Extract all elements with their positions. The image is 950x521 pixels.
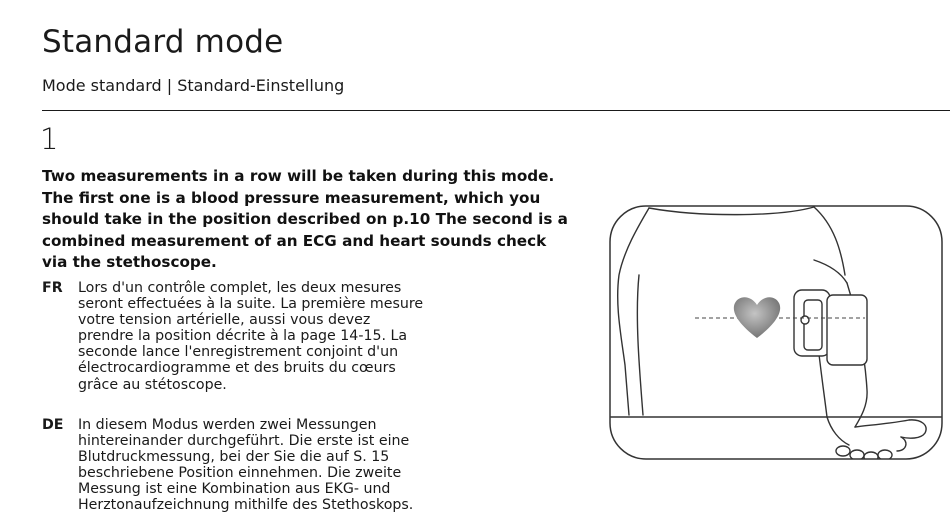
fr-line: seconde lance l'enregistrement conjoint d'un [78,344,399,361]
german-paragraph [42,417,512,514]
de-line: hintereinander durchgeführt. Die erste ist eine [78,433,410,450]
fr-line: votre tension artérielle, aussi vous devez [78,312,371,329]
bp-cuff [794,290,867,365]
lead-line: via the stethoscope. [42,253,217,271]
blood-pressure-position-illustration [609,205,943,460]
step-number: 1 [40,122,59,156]
de-line: In diesem Modus werden zwei Messungen [78,417,377,433]
de-line: Blutdruckmessung, bei der Sie die auf S. 15 [78,449,390,466]
de-line: beschriebene Position einnehmen. Die zweite [78,465,402,482]
language-code-fr: FR [42,280,63,296]
lead-line: should take in the position described on p.10 The second is a [42,210,568,228]
header-divider [42,110,950,111]
illustration-frame [610,206,942,459]
french-paragraph [42,280,512,393]
page-title: Standard mode [42,24,284,60]
lead-line: combined measurement of an ECG and heart sounds check [42,231,547,250]
lead-paragraph [42,166,602,274]
fr-line: électrocardiogramme et des bruits du cœurs [78,360,396,377]
fr-line: seront effectuées à la suite. La première mesure [78,296,424,313]
language-code-de: DE [42,417,64,433]
fr-line: grâce au stétoscope. [78,376,227,393]
de-line: Herztonaufzeichnung mithilfe des Stethoskops. [78,497,414,514]
de-line: Messung ist eine Kombination aus EKG- und [78,481,391,498]
lead-line: The first one is a blood pressure measurement, which you [42,188,541,207]
fr-line: Lors d'un contrôle complet, les deux mesures [78,280,402,296]
fr-line: prendre la position décrite à la page 14-15. La [78,328,408,345]
page-subtitle: Mode standard | Standard-Einstellung [42,76,345,95]
lead-line: Two measurements in a row will be taken during this mode. [42,167,555,185]
